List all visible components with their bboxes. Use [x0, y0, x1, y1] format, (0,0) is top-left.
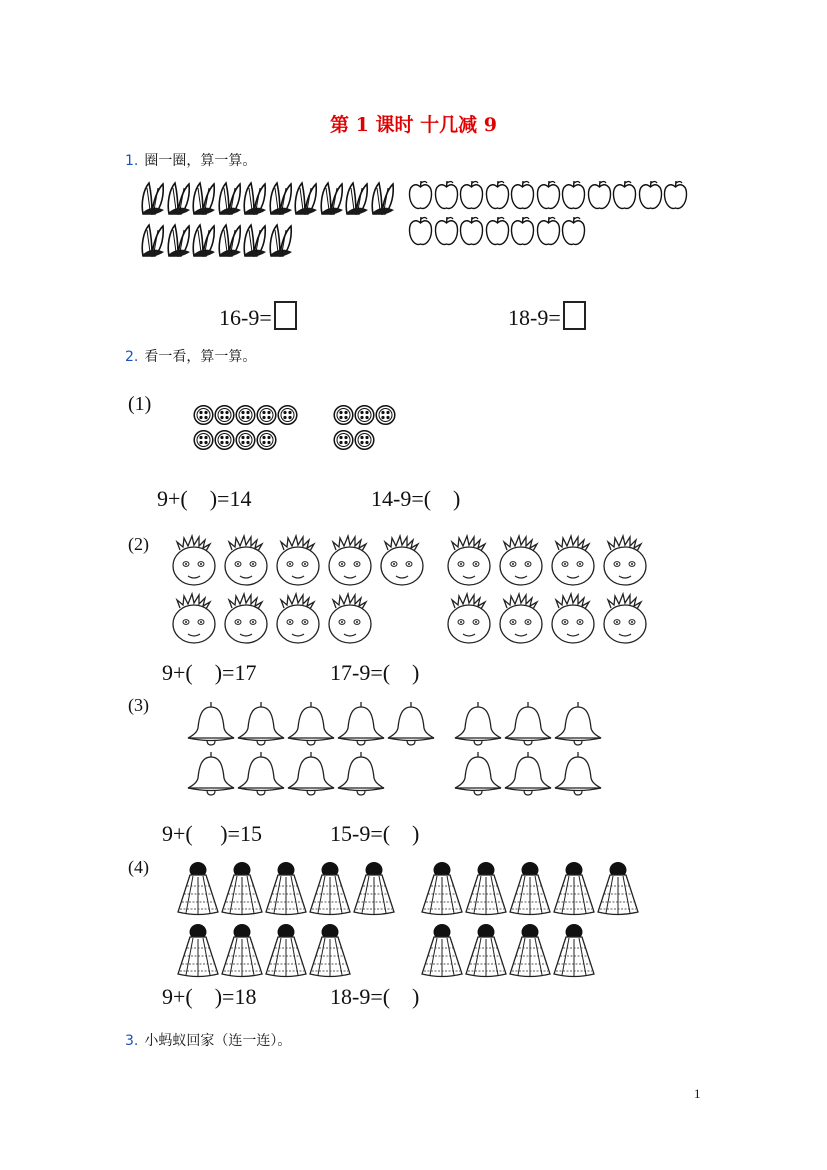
apple-icon: [663, 178, 689, 212]
bell-icon: [503, 700, 553, 748]
boy-face-icon: [220, 590, 272, 646]
leaf-icon: [217, 222, 243, 260]
face-group-left-row-2: [168, 590, 376, 646]
leaf-group-row-2: [140, 222, 293, 260]
question-3-text: 小蚂蚁回家（连一连）。: [144, 1033, 292, 1049]
shuttlecock-icon: [596, 860, 640, 918]
shuttlecock-icon: [308, 860, 352, 918]
button-icon: [333, 404, 354, 426]
shuttlecock-icon: [264, 860, 308, 918]
apple-icon: [510, 178, 536, 212]
shuttlecock-icon: [552, 860, 596, 918]
shuttlecock-icon: [420, 860, 464, 918]
button-icon: [235, 429, 256, 451]
equation-text: 18-9=: [508, 305, 561, 330]
shuttlecock-icon: [464, 860, 508, 918]
boy-face-icon: [168, 590, 220, 646]
question-1-number: 1.: [125, 153, 139, 169]
button-icon: [214, 429, 235, 451]
shuttlecock-group-left-row-1: [176, 860, 396, 918]
apple-icon: [510, 214, 536, 248]
part-1-label: (1): [128, 393, 152, 415]
apple-icon: [612, 178, 638, 212]
bell-icon: [286, 700, 336, 748]
apple-icon: [485, 214, 511, 248]
shuttlecock-icon: [508, 922, 552, 980]
boy-face-icon: [324, 532, 376, 588]
bell-group-left-row-1: [186, 700, 436, 748]
shuttlecock-icon: [176, 922, 220, 980]
question-2: [125, 346, 256, 366]
leaf-icon: [166, 180, 192, 218]
leaf-icon: [268, 222, 294, 260]
bell-icon: [286, 750, 336, 798]
bell-icon: [236, 700, 286, 748]
button-icon: [193, 404, 214, 426]
shuttlecock-group-right-row-2: [420, 922, 596, 980]
bell-icon: [336, 700, 386, 748]
leaf-icon: [140, 222, 166, 260]
button-group-right-row-1: [333, 404, 396, 426]
boy-face-icon: [495, 590, 547, 646]
bell-icon: [236, 750, 286, 798]
boy-face-icon: [547, 590, 599, 646]
leaf-icon: [370, 180, 396, 218]
face-group-right-row-1: [443, 532, 651, 588]
button-icon: [214, 404, 235, 426]
shuttlecock-icon: [264, 922, 308, 980]
bell-icon: [503, 750, 553, 798]
apple-icon: [561, 214, 587, 248]
shuttlecock-icon: [308, 922, 352, 980]
bell-icon: [553, 700, 603, 748]
bell-icon: [453, 700, 503, 748]
leaf-icon: [344, 180, 370, 218]
boy-face-icon: [599, 532, 651, 588]
boy-face-icon: [599, 590, 651, 646]
bell-group-left-row-2: [186, 750, 386, 798]
question-3: [125, 1030, 291, 1050]
question-1: [125, 150, 256, 170]
question-2-number: 2.: [125, 349, 139, 365]
shuttlecock-icon: [508, 860, 552, 918]
question-2-text: 看一看，算一算。: [144, 349, 257, 365]
question-3-number: 3.: [125, 1033, 139, 1049]
part-3-addition: 9+( )=15: [162, 821, 262, 846]
part-3-label: (3): [128, 695, 149, 715]
leaf-icon: [140, 180, 166, 218]
boy-face-icon: [324, 590, 376, 646]
equation-16-minus-9: [208, 275, 297, 331]
leaf-icon: [191, 222, 217, 260]
apple-icon: [459, 214, 485, 248]
button-icon: [354, 429, 375, 451]
leaf-icon: [293, 180, 319, 218]
part-4-addition: 9+( )=18: [162, 984, 257, 1009]
button-group-left-row-2: [193, 429, 277, 451]
boy-face-icon: [272, 590, 324, 646]
bell-group-right-row-2: [453, 750, 603, 798]
apple-group-row-1: [408, 178, 689, 212]
part-4-subtraction: 18-9=( ): [330, 984, 420, 1009]
button-icon: [193, 429, 214, 451]
page-number: 1: [694, 1086, 701, 1101]
apple-icon: [638, 178, 664, 212]
button-group-left-row-1: [193, 404, 298, 426]
shuttlecock-icon: [220, 860, 264, 918]
apple-icon: [485, 178, 511, 212]
button-icon: [256, 404, 277, 426]
bell-icon: [386, 700, 436, 748]
part-2-subtraction: 17-9=( ): [330, 660, 420, 685]
button-icon: [235, 404, 256, 426]
boy-face-icon: [443, 532, 495, 588]
apple-icon: [561, 178, 587, 212]
bell-icon: [453, 750, 503, 798]
boy-face-icon: [443, 590, 495, 646]
bell-icon: [186, 750, 236, 798]
boy-face-icon: [272, 532, 324, 588]
shuttlecock-icon: [464, 922, 508, 980]
shuttlecock-icon: [420, 922, 464, 980]
boy-face-icon: [547, 532, 599, 588]
button-icon: [256, 429, 277, 451]
leaf-icon: [217, 180, 243, 218]
boy-face-icon: [168, 532, 220, 588]
boy-face-icon: [495, 532, 547, 588]
bell-icon: [336, 750, 386, 798]
question-1-text: 圈一圈，算一算。: [144, 153, 257, 169]
bell-group-right-row-1: [453, 700, 603, 748]
apple-icon: [587, 178, 613, 212]
apple-icon: [434, 178, 460, 212]
shuttlecock-group-left-row-2: [176, 922, 352, 980]
shuttlecock-icon: [176, 860, 220, 918]
part-2-label: (2): [128, 534, 149, 554]
button-group-right-row-2: [333, 429, 375, 451]
page-title: 第 1 课时 十几减 9: [330, 114, 497, 136]
shuttlecock-icon: [220, 922, 264, 980]
part-2-addition: 9+( )=17: [162, 660, 257, 685]
part-3-subtraction: 15-9=( ): [330, 821, 420, 846]
bell-icon: [553, 750, 603, 798]
leaf-icon: [166, 222, 192, 260]
boy-face-icon: [220, 532, 272, 588]
shuttlecock-icon: [352, 860, 396, 918]
leaf-icon: [268, 180, 294, 218]
leaf-icon: [191, 180, 217, 218]
apple-icon: [459, 178, 485, 212]
apple-icon: [408, 214, 434, 248]
button-icon: [354, 404, 375, 426]
apple-icon: [536, 214, 562, 248]
shuttlecock-group-right-row-1: [420, 860, 640, 918]
leaf-icon: [242, 222, 268, 260]
face-group-right-row-2: [443, 590, 651, 646]
part-1-subtraction: 14-9=( ): [371, 486, 461, 511]
answer-box[interactable]: [274, 301, 297, 330]
button-icon: [375, 404, 396, 426]
button-icon: [333, 429, 354, 451]
face-group-left-row-1: [168, 532, 428, 588]
button-icon: [277, 404, 298, 426]
apple-group-row-2: [408, 214, 587, 248]
leaf-icon: [319, 180, 345, 218]
apple-icon: [434, 214, 460, 248]
answer-box[interactable]: [563, 301, 586, 330]
bell-icon: [186, 700, 236, 748]
equation-text: 16-9=: [219, 305, 272, 330]
equation-18-minus-9: [497, 275, 586, 331]
boy-face-icon: [376, 532, 428, 588]
apple-icon: [536, 178, 562, 212]
shuttlecock-icon: [552, 922, 596, 980]
leaf-group-row-1: [140, 180, 395, 218]
part-4-label: (4): [128, 857, 149, 877]
leaf-icon: [242, 180, 268, 218]
apple-icon: [408, 178, 434, 212]
part-1-addition: 9+( )=14: [157, 486, 252, 511]
